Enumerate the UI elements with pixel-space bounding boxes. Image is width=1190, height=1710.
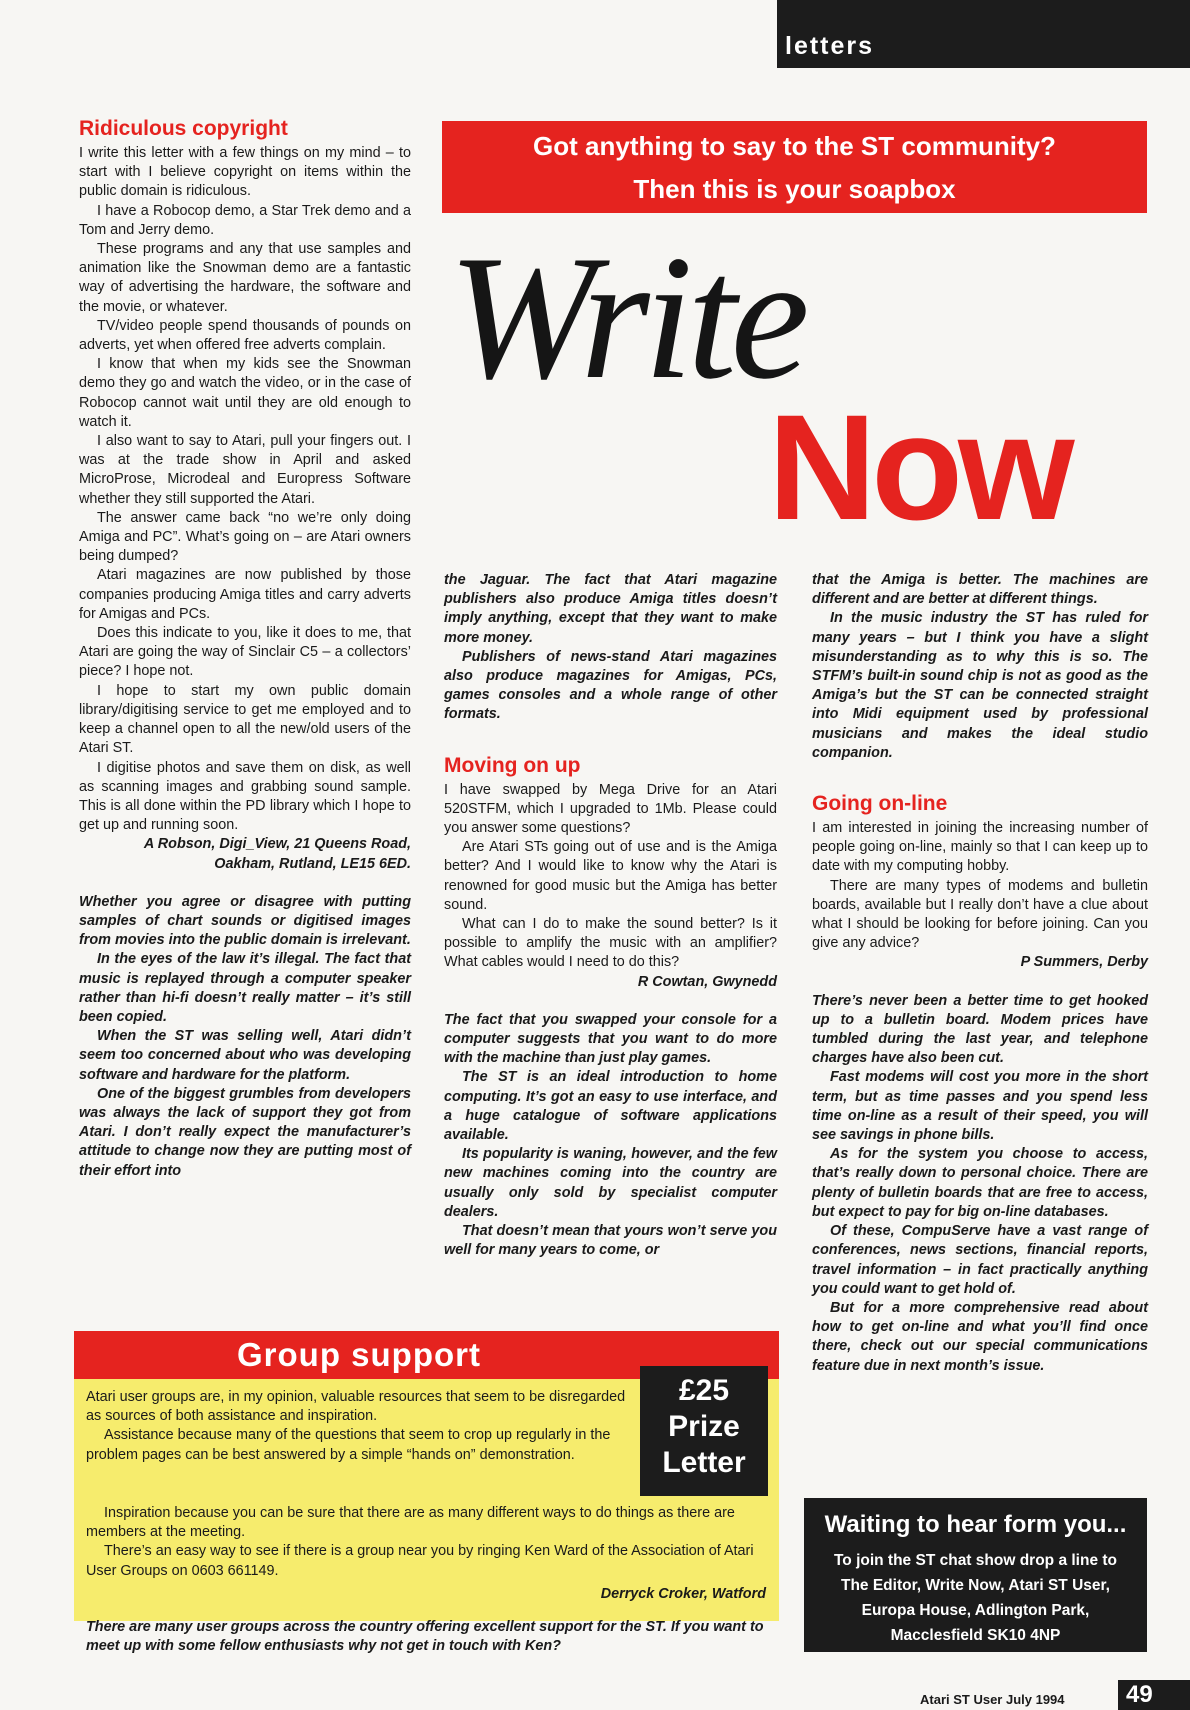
- column-3: [812, 571, 1148, 1376]
- prize-amount: £25: [678, 1374, 730, 1407]
- group-support-letter-cont: [86, 1504, 766, 1656]
- letter-paragraph: I have swapped by Mega Drive for an Atari 520STFM, which I upgraded to 1Mb. Please could you answer some questions?: [444, 781, 777, 837]
- contact-line: Europa House, Adlington Park,: [861, 1602, 1090, 1619]
- editor-reply: In the eyes of the law it’s illegal. The fact that music is replayed through a computer speaker rather than hi-fi doesn’t really matter – it’s still been copied.: [79, 951, 411, 1025]
- editor-reply: In the music industry the ST has ruled for many years – but I think you have a slight misunderstanding as to why this is so. The STFM’s built-in sound chip is not as good as the Amiga’s but the ST can be connected straight into Midi equipment used by professional musicians and makes the ideal studio companion.: [812, 610, 1148, 761]
- letter-signature: P Summers, Derby: [1020, 954, 1148, 971]
- contact-address: [804, 1548, 1147, 1648]
- contact-line: To join the ST chat show drop a line to: [833, 1552, 1118, 1569]
- letter-paragraph: Are Atari STs going out of use and is the Amiga better? And I would like to know why the Atari is renowned for good music but the Amiga has better sound.: [444, 839, 777, 913]
- letter-paragraph: Atari magazines are now published by those companies producing Amiga titles and carry adverts for Amigas and PCs.: [79, 567, 411, 622]
- editor-reply: That doesn’t mean that yours won’t serve you well for many years to come, or: [444, 1223, 777, 1259]
- letter-paragraph: There’s an easy way to see if there is a group near you by ringing Ken Ward of the Association of Atari User Groups on 0603 661149.: [86, 1543, 754, 1579]
- letter-paragraph: These programs and any that use samples and animation like the Snowman demo are a fantastic way of advertising the hardware, the software and the movie, or whatever.: [79, 241, 411, 315]
- letter-signature: R Cowtan, Gwynedd: [637, 973, 777, 990]
- masthead-now: Now: [768, 383, 1070, 551]
- letter-paragraph: What can I do to make the sound better? Is it possible to amplify the music with an amplifier? What cables would I need to do this?: [444, 916, 777, 971]
- letter-paragraph: I have a Robocop demo, a Star Trek demo and a Tom and Jerry demo.: [79, 202, 411, 238]
- letter-paragraph: Atari user groups are, in my opinion, valuable resources that seem to be disregarded as sources of both assistance and inspiration.: [86, 1389, 626, 1425]
- banner-line-1: Got anything to say to the ST community?: [533, 131, 1056, 161]
- column-1: [79, 116, 411, 1181]
- editor-reply: Fast modems will cost you more in the short term, but as time passes and you spend less time on-line as a result of their speed, you will see savings in phone bills.: [812, 1069, 1148, 1144]
- banner: [442, 121, 1147, 213]
- footer-issue: Atari ST User July 1994: [920, 1692, 1065, 1707]
- editor-reply: the Jaguar. The fact that Atari magazine publishers also produce Amiga titles doesn’t imply anything, except that they want to make more money.: [444, 572, 777, 646]
- prize-letter-badge: [640, 1366, 768, 1496]
- editor-reply: The ST is an ideal introduction to home computing. It’s got an easy to use interface, and a huge catalogue of software applications available.: [444, 1069, 777, 1144]
- group-support-title: Group support: [237, 1336, 481, 1373]
- prize-letter-label: Letter: [662, 1446, 746, 1479]
- letter-paragraph: Assistance because many of the questions that seem to crop up regularly in the problem pages can be best answered by a simple “hands on” demonstration.: [86, 1427, 611, 1463]
- letter-paragraph: TV/video people spend thousands of pounds on adverts, yet when offered free adverts complain.: [79, 317, 411, 354]
- letter-paragraph: Inspiration because you can be sure that there are as many different ways to do things as there are members at the meeting.: [86, 1505, 735, 1541]
- editor-reply: The fact that you swapped your console for a computer suggests that you want to do more with the machine than just play games.: [444, 1011, 777, 1067]
- letter-signature: A Robson, Digi_View, 21 Queens Road,: [143, 836, 411, 853]
- letter-paragraph: I am interested in joining the increasing number of people going on-line, mainly so that I can keep up to date with my computing hobby.: [812, 820, 1148, 875]
- banner-line-2: Then this is your soapbox: [633, 174, 956, 204]
- column-2: [444, 571, 777, 1261]
- prize-label: Prize: [668, 1410, 740, 1443]
- letter-paragraph: I write this letter with a few things on my mind – to start with I believe copyright on items within the public domain is ridiculous.: [79, 145, 411, 200]
- heading-ridiculous-copyright: Ridiculous copyright: [79, 117, 288, 140]
- letter-paragraph: I digitise photos and save them on disk, as well as scanning images and grabbing sound sample. This is all done within the PD library which I hope to get up and running soon.: [79, 759, 411, 834]
- group-support-letter: [86, 1388, 631, 1465]
- letter-paragraph: Does this indicate to you, like it does to me, that Atari are going the way of Sinclair C5 – a collectors’ piece? I hope not.: [79, 625, 411, 680]
- page-number: 49: [1118, 1680, 1190, 1710]
- letter-paragraph: The answer came back “no we’re only doing Amiga and PC”. What’s going on – are Atari owners being dumped?: [79, 509, 411, 565]
- editor-reply: Of these, CompuServe have a vast range of conferences, news sections, financial reports, travel information – in fact practically anything you could want to get hold of.: [812, 1223, 1148, 1297]
- editor-reply: When the ST was selling well, Atari didn’t seem too concerned about who was developing software and hardware for the platform.: [79, 1028, 411, 1083]
- contact-line: The Editor, Write Now, Atari ST User,: [840, 1577, 1110, 1594]
- editor-reply: that the Amiga is better. The machines are different and are better at different things.: [812, 572, 1148, 608]
- editor-reply: But for a more comprehensive read about how to get on-line and what you’ll find once there, check out our special communications feature due in next month’s issue.: [812, 1299, 1148, 1374]
- section-tab: letters: [777, 0, 1190, 68]
- letter-signature: Derryck Croker, Watford: [600, 1585, 766, 1602]
- editor-reply: Whether you agree or disagree with putting samples of chart sounds or digitised images from movies into the public domain is irrelevant.: [79, 893, 411, 949]
- heading-going-on-line: Going on-line: [812, 792, 948, 816]
- contact-box: [804, 1498, 1147, 1652]
- editor-reply: As for the system you choose to access, that’s really down to personal choice. There are plenty of bulletin boards that are free to access, but expect to pay for big on-line databases.: [812, 1146, 1148, 1220]
- contact-title: Waiting to hear form you...: [824, 1511, 1127, 1538]
- editor-reply: Its popularity is waning, however, and the few new machines coming into the country are usually only sold by specialist computer dealers.: [444, 1146, 777, 1220]
- editor-reply: There’s never been a better time to get hooked up to a bulletin board. Modem prices have tumbled during the last year, and telephone charges have also been cut.: [812, 992, 1148, 1067]
- letter-signature: Oakham, Rutland, LE15 6ED.: [214, 855, 411, 872]
- letter-paragraph: There are many types of modems and bulletin boards, available but I really don’t have a clue about what I should be looking for before joining. Can you give any advice?: [812, 877, 1148, 952]
- editor-reply: There are many user groups across the country offering excellent support for the ST. If you want to meet up with some fellow enthusiasts why not get in touch with Ken?: [86, 1619, 764, 1655]
- editor-reply: One of the biggest grumbles from developers was always the lack of support they got from Atari. I don’t really expect the manufacturer’s attitude to change now they are putting most of their effort into: [79, 1085, 411, 1179]
- masthead-write: Write: [448, 218, 804, 416]
- letter-paragraph: I also want to say to Atari, pull your fingers out. I was at the trade show in April and asked MicroProse, Microdeal and Europress Software whether they still supported the Atari.: [79, 433, 411, 507]
- editor-reply: Publishers of news-stand Atari magazines also produce magazines for Amigas, PCs, games consoles and a whole range of other formats.: [444, 648, 777, 723]
- letter-paragraph: I hope to start my own public domain library/digitising service to get me employed and to keep a channel open to all the new/old users of the Atari ST.: [79, 682, 411, 757]
- heading-moving-on-up: Moving on up: [444, 753, 581, 777]
- letter-paragraph: I know that when my kids see the Snowman demo they go and watch the video, or in the case of Robocop cannot wait until they are old enough to watch it.: [79, 356, 411, 430]
- contact-line: Macclesfield SK10 4NP: [890, 1627, 1061, 1644]
